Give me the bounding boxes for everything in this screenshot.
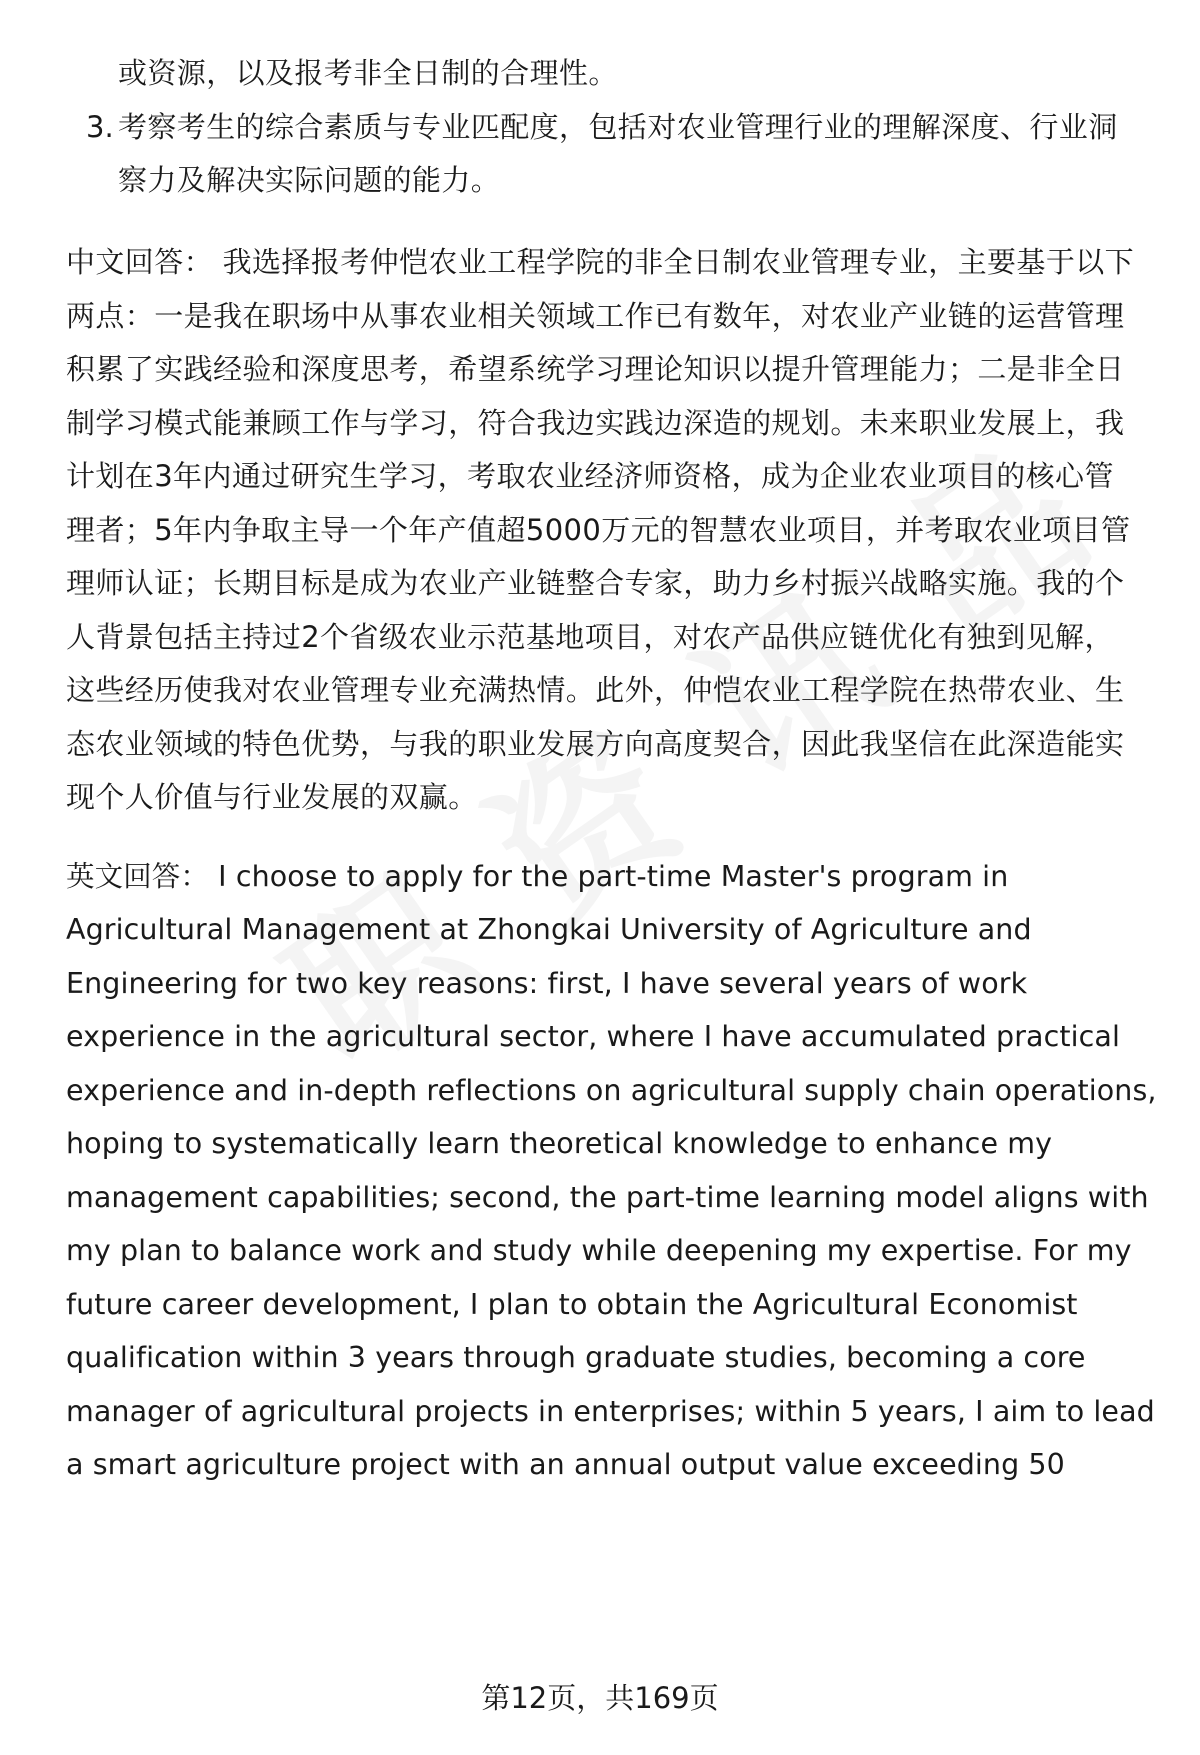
page-number-footer: 第12页，共169页 xyxy=(481,1681,719,1715)
paragraph-line: Agricultural Management at Zhongkai University of Agriculture and xyxy=(66,913,1032,946)
paragraph-line: hoping to systematically learn theoretical knowledge to enhance my xyxy=(66,1127,1053,1160)
list-number: 3. xyxy=(86,110,114,144)
paragraph-line: management capabilities; second, the part-time learning model aligns with xyxy=(66,1181,1149,1214)
paragraph-line: 积累了实践经验和深度思考，希望系统学习理论知识以提升管理能力；二是非全日 xyxy=(66,352,1125,386)
paragraph-line: 中文回答： 我选择报考仲恺农业工程学院的非全日制农业管理专业，主要基于以下 xyxy=(66,245,1135,279)
paragraph-line: 态农业领域的特色优势，与我的职业发展方向高度契合，因此我坚信在此深造能实 xyxy=(66,727,1125,761)
paragraph-line: 英文回答： I choose to apply for the part-time Master's program in xyxy=(66,860,1009,893)
paragraph-line: 理师认证；长期目标是成为农业产业链整合专家，助力乡村振兴战略实施。我的个 xyxy=(66,566,1125,600)
list-item-line: 考察考生的综合素质与专业匹配度，包括对农业管理行业的理解深度、行业洞 xyxy=(118,110,1118,144)
paragraph-line: 理者；5年内争取主导一个年产值超5000万元的智慧农业项目，并考取农业项目管 xyxy=(66,513,1131,547)
paragraph-line: my plan to balance work and study while deepening my expertise. For my xyxy=(66,1234,1132,1267)
paragraph-line: 现个人价值与行业发展的双赢。 xyxy=(66,780,478,814)
paragraph-line: 两点：一是我在职场中从事农业相关领域工作已有数年，对农业产业链的运营管理 xyxy=(66,299,1125,333)
paragraph-line: Engineering for two key reasons: first, I have several years of work xyxy=(66,967,1028,1000)
paragraph-line: future career development, I plan to obtain the Agricultural Economist xyxy=(66,1288,1078,1321)
paragraph-line: 人背景包括主持过2个省级农业示范基地项目，对农产品供应链优化有独到见解， xyxy=(66,620,1114,654)
paragraph-line: 制学习模式能兼顾工作与学习，符合我边实践边深造的规划。未来职业发展上，我 xyxy=(66,406,1125,440)
paragraph-line: qualification within 3 years through graduate studies, becoming a core xyxy=(66,1341,1086,1374)
paragraph-line: manager of agricultural projects in enterprises; within 5 years, I aim to lead xyxy=(66,1395,1155,1428)
paragraph-line: a smart agriculture project with an annual output value exceeding 50 xyxy=(66,1448,1065,1481)
paragraph-line: experience and in-depth reflections on agricultural supply chain operations, xyxy=(66,1074,1157,1107)
paragraph-line: 计划在3年内通过研究生学习，考取农业经济师资格，成为企业农业项目的核心管 xyxy=(66,459,1114,493)
paragraph-line: 这些经历使我对农业管理专业充满热情。此外，仲恺农业工程学院在热带农业、生 xyxy=(66,673,1125,707)
list-item-line: 察力及解决实际问题的能力。 xyxy=(118,163,501,197)
continuation-text: 或资源，以及报考非全日制的合理性。 xyxy=(118,56,618,90)
paragraph-line: experience in the agricultural sector, where I have accumulated practical xyxy=(66,1020,1120,1053)
